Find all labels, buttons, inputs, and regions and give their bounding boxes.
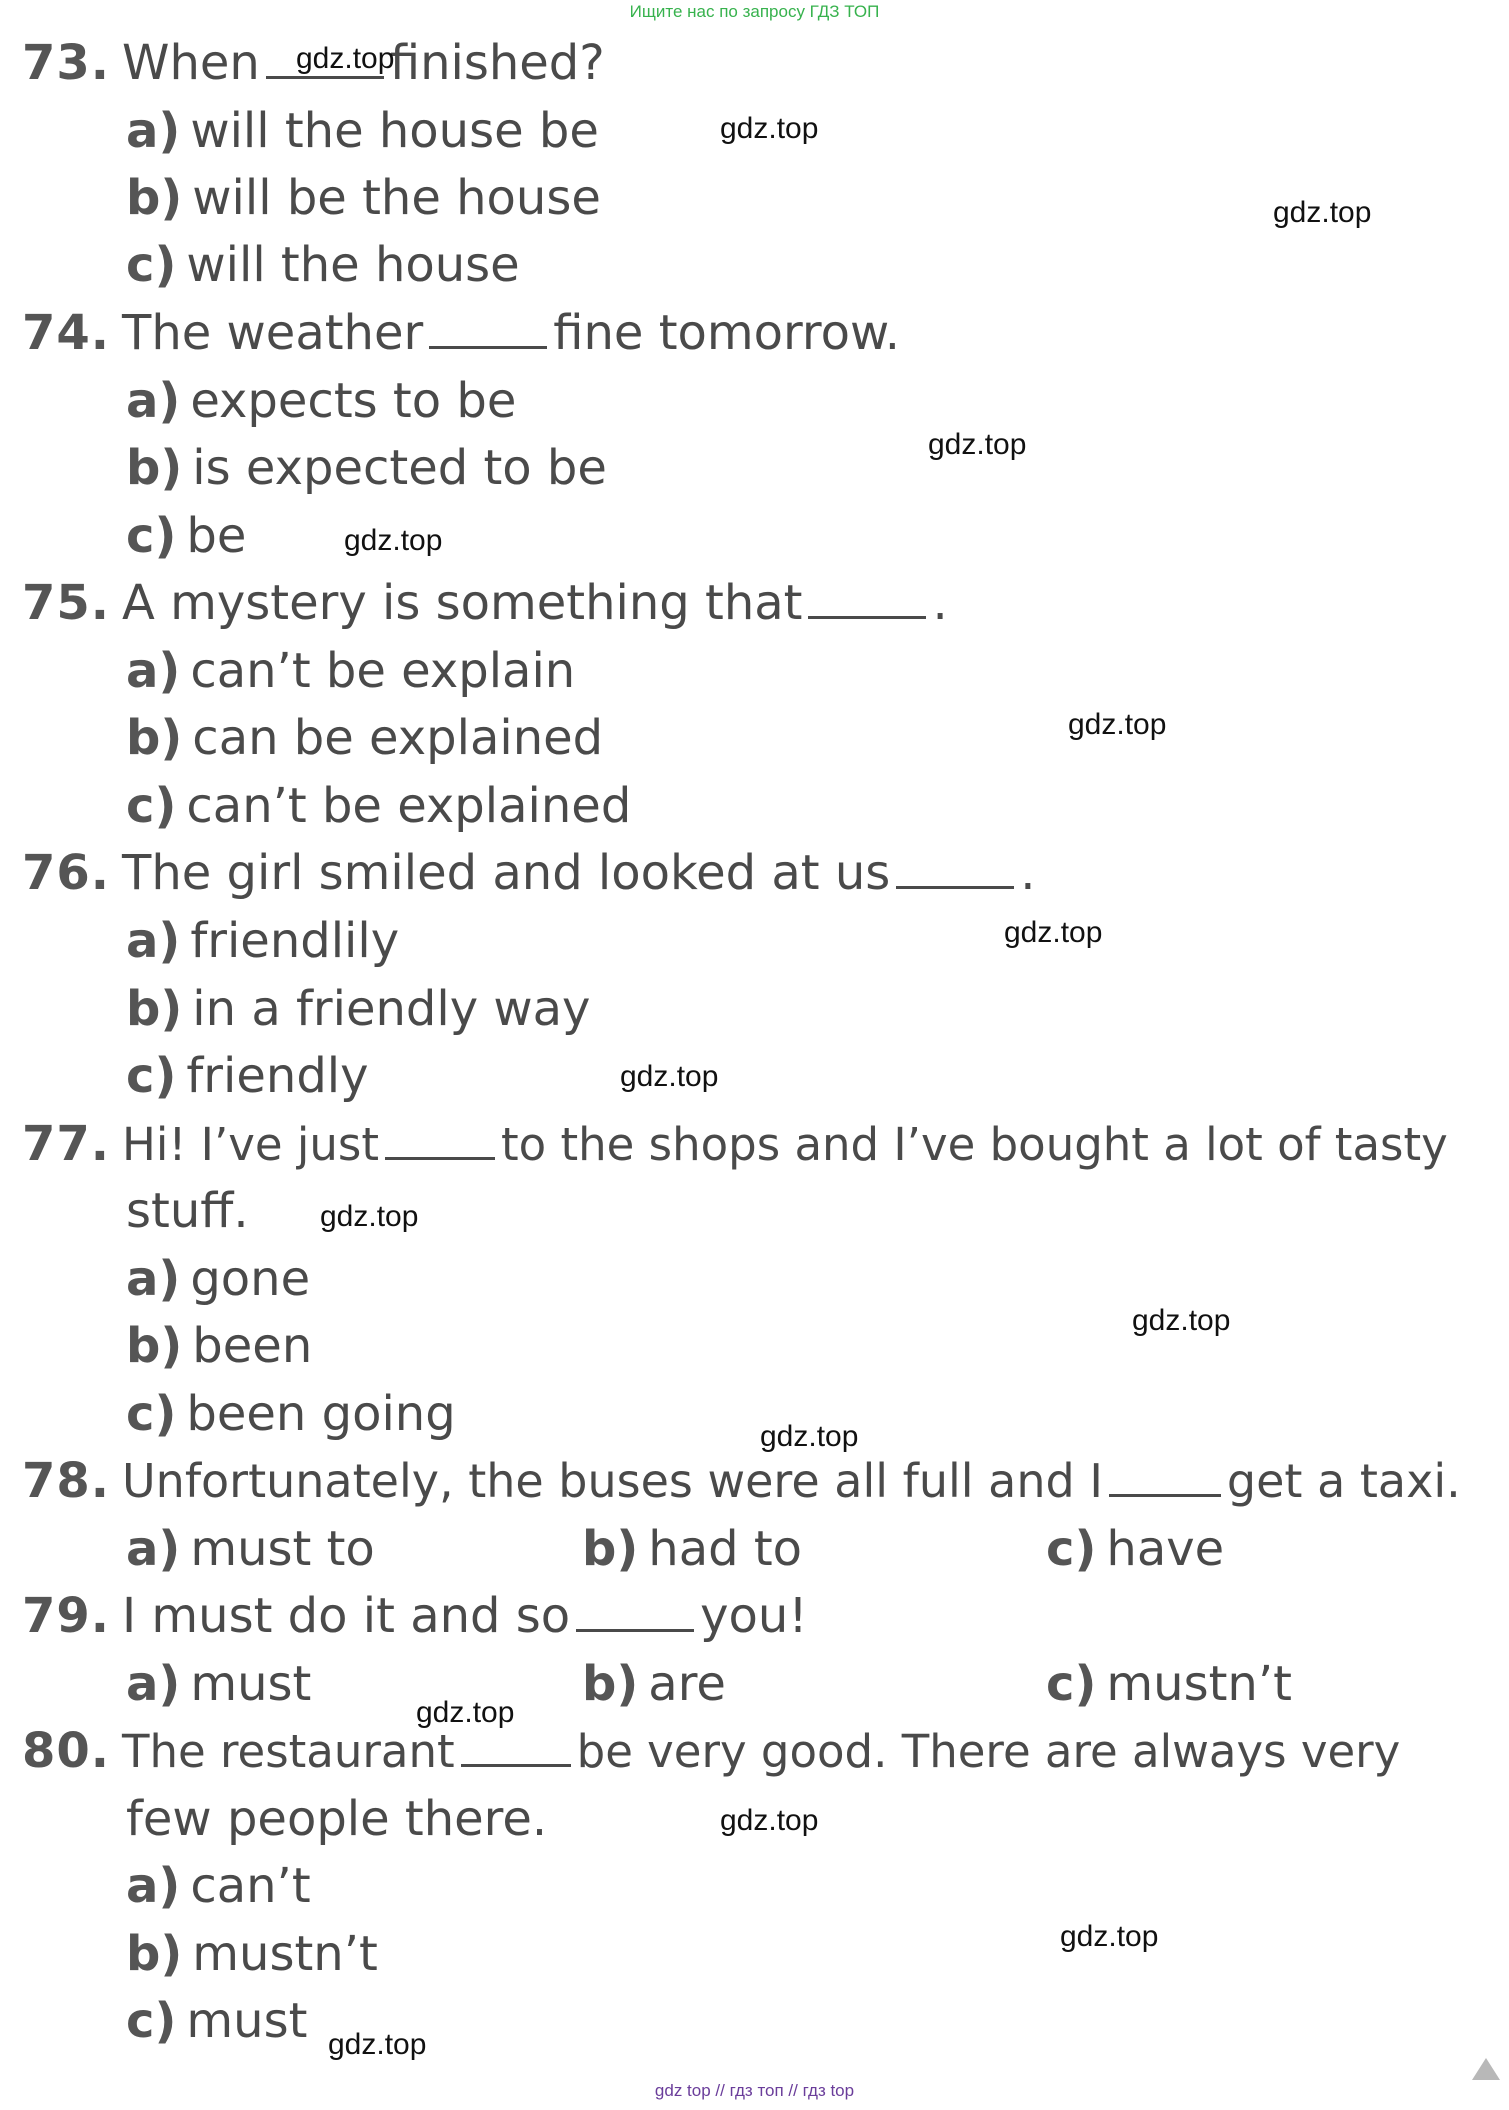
watermark-text: gdz.top	[1004, 916, 1103, 949]
option-76-a[interactable]	[126, 908, 399, 975]
question-74	[22, 300, 900, 367]
answer-blank	[896, 848, 1014, 889]
question-text-before: The weather	[122, 305, 424, 361]
option-letter: c)	[126, 778, 177, 834]
option-73-c[interactable]	[126, 232, 520, 299]
option-letter: b)	[126, 981, 183, 1037]
option-letter: c)	[1046, 1656, 1097, 1712]
option-text: friendly	[186, 1048, 369, 1104]
option-letter: b)	[126, 1318, 183, 1374]
question-text-after: .	[1020, 845, 1036, 901]
watermark-text: gdz.top	[720, 1804, 819, 1837]
question-75	[22, 570, 948, 637]
option-letter: b)	[582, 1521, 639, 1577]
question-77	[22, 1111, 1448, 1178]
option-text: must	[186, 1993, 308, 2049]
option-text: mustn’t	[1106, 1656, 1292, 1712]
option-74-b[interactable]	[126, 435, 607, 502]
option-letter: a)	[126, 643, 181, 699]
option-75-c[interactable]	[126, 773, 631, 840]
option-text: been	[192, 1318, 313, 1374]
option-text: be	[186, 508, 247, 564]
option-text: have	[1106, 1521, 1225, 1577]
question-text-after: get a taxi.	[1226, 1454, 1461, 1508]
answer-blank	[1109, 1456, 1221, 1497]
answer-blank	[385, 1119, 495, 1160]
option-text: is expected to be	[192, 440, 607, 496]
watermark-text: gdz.top	[320, 1200, 419, 1233]
option-79-b[interactable]	[582, 1651, 726, 1718]
option-letter: c)	[126, 237, 177, 293]
watermark-text: gdz.top	[344, 524, 443, 557]
question-number: 73.	[22, 35, 111, 91]
option-80-b[interactable]	[126, 1921, 378, 1988]
option-75-b[interactable]	[126, 705, 603, 772]
question-text-before: The restaurant	[122, 1725, 455, 1778]
question-80	[22, 1718, 1400, 1785]
option-80-c[interactable]	[126, 1988, 307, 2055]
question-text-before: When	[122, 35, 260, 91]
watermark-text: gdz.top	[1060, 1920, 1159, 1953]
question-number: 76.	[22, 845, 111, 901]
question-number: 80.	[22, 1723, 111, 1779]
question-79	[22, 1583, 808, 1650]
watermark-text: gdz.top	[760, 1420, 859, 1453]
option-text: must	[190, 1656, 312, 1712]
option-text: will the house	[186, 237, 520, 293]
question-number: 75.	[22, 575, 111, 631]
option-74-c[interactable]	[126, 503, 246, 570]
option-text: can’t be explain	[190, 643, 576, 699]
option-letter: c)	[1046, 1521, 1097, 1577]
option-letter: b)	[582, 1656, 639, 1712]
option-letter: c)	[126, 1048, 177, 1104]
option-79-c[interactable]	[1046, 1651, 1292, 1718]
question-number: 78.	[22, 1453, 111, 1509]
question-text-after: you!	[700, 1588, 808, 1644]
option-letter: b)	[126, 1926, 183, 1982]
option-77-b[interactable]	[126, 1313, 312, 1380]
question-text-before: The girl smiled and looked at us	[122, 845, 891, 901]
option-text: in a friendly way	[192, 981, 591, 1037]
watermark-text: gdz.top	[1273, 196, 1372, 229]
question-number: 77.	[22, 1116, 111, 1172]
question-text-before: Hi! I’ve just	[122, 1118, 379, 1171]
option-letter: c)	[126, 1386, 177, 1442]
option-letter: b)	[126, 440, 183, 496]
answer-blank	[461, 1726, 571, 1767]
question-text-after: be very good. There are always very	[576, 1725, 1401, 1778]
watermark-text: gdz.top	[620, 1060, 719, 1093]
option-letter: a)	[126, 373, 181, 429]
option-text: mustn’t	[192, 1926, 378, 1982]
watermark-text: gdz.top	[1068, 708, 1167, 741]
question-text-before: A mystery is something that	[122, 575, 803, 631]
question-text-after: .	[932, 575, 948, 631]
option-text: must to	[190, 1521, 375, 1577]
option-75-a[interactable]	[126, 638, 575, 705]
search-hint-banner[interactable]: Ищите нас по запросу ГДЗ ТОП	[629, 2, 880, 21]
question-text-after: fine tomorrow.	[553, 305, 901, 361]
option-77-c[interactable]	[126, 1381, 456, 1448]
option-74-a[interactable]	[126, 368, 516, 435]
footer-links[interactable]: gdz top // гдз топ // гдз top	[654, 2081, 855, 2100]
option-77-a[interactable]	[126, 1246, 310, 1313]
option-letter: a)	[126, 103, 181, 159]
option-78-c[interactable]	[1046, 1516, 1224, 1583]
option-letter: a)	[126, 1858, 181, 1914]
watermark-text: gdz.top	[416, 1696, 515, 1729]
option-text: gone	[190, 1251, 311, 1307]
question-number: 79.	[22, 1588, 111, 1644]
option-79-a[interactable]	[126, 1651, 311, 1718]
watermark-text: gdz.top	[1132, 1304, 1231, 1337]
watermark-text: gdz.top	[328, 2028, 427, 2061]
watermark-text: gdz.top	[928, 428, 1027, 461]
option-text: can’t be explained	[186, 778, 632, 834]
answer-blank	[576, 1591, 694, 1632]
option-text: will the house be	[190, 103, 599, 159]
scroll-to-top-icon[interactable]	[1472, 2058, 1500, 2080]
question-number: 74.	[22, 305, 111, 361]
option-73-a[interactable]	[126, 98, 599, 165]
question-80-continuation: few people there.	[126, 1791, 548, 1847]
option-letter: a)	[126, 1521, 181, 1577]
option-text: friendlily	[190, 913, 400, 969]
option-letter: a)	[126, 913, 181, 969]
question-77-continuation: stuff.	[126, 1183, 249, 1239]
option-78-b[interactable]	[582, 1516, 802, 1583]
option-76-c[interactable]	[126, 1043, 369, 1110]
option-73-b[interactable]	[126, 165, 601, 232]
question-text-before: I must do it and so	[122, 1588, 571, 1644]
option-letter: b)	[126, 710, 183, 766]
option-80-a[interactable]	[126, 1853, 311, 1920]
option-text: been going	[186, 1386, 456, 1442]
option-letter: a)	[126, 1656, 181, 1712]
option-76-b[interactable]	[126, 976, 590, 1043]
watermark-text: gdz.top	[296, 42, 395, 75]
question-text-before: Unfortunately, the buses were all full and I	[122, 1454, 1103, 1508]
option-letter: c)	[126, 1993, 177, 2049]
option-text: had to	[648, 1521, 803, 1577]
watermark-text: gdz.top	[720, 112, 819, 145]
option-letter: b)	[126, 170, 183, 226]
option-text: expects to be	[190, 373, 517, 429]
answer-blank	[429, 308, 547, 349]
option-text: can’t	[190, 1858, 311, 1914]
question-76	[22, 840, 1036, 907]
answer-blank	[808, 578, 926, 619]
option-text: are	[648, 1656, 726, 1712]
option-letter: c)	[126, 508, 177, 564]
question-text-after: to the shops and I’ve bought a lot of tasty	[501, 1118, 1448, 1171]
question-text-after: finished?	[389, 35, 605, 91]
option-text: will be the house	[192, 170, 601, 226]
option-letter: a)	[126, 1251, 181, 1307]
question-78	[22, 1448, 1461, 1515]
option-78-a[interactable]	[126, 1516, 375, 1583]
option-text: can be explained	[192, 710, 604, 766]
